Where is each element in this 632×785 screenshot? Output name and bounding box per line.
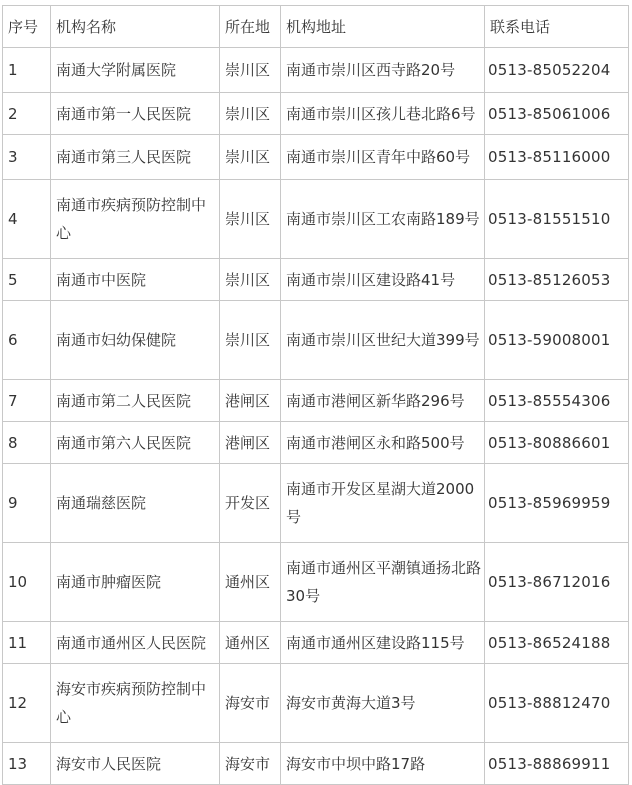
institution-table-body <box>3 6 629 785</box>
table-row <box>3 543 629 622</box>
cell-index: 2 <box>3 93 51 135</box>
cell-institution-name: 南通市第六人民医院 <box>51 422 220 464</box>
table-row <box>3 93 629 135</box>
cell-institution-name: 南通市妇幼保健院 <box>51 301 220 380</box>
cell-phone: 0513-80886601 <box>485 422 629 464</box>
table-row <box>3 622 629 664</box>
cell-phone: 0513-85126053 <box>485 259 629 301</box>
cell-institution-name: 南通市疾病预防控制中心 <box>51 180 220 259</box>
table-row <box>3 422 629 464</box>
cell-index: 7 <box>3 380 51 422</box>
table-row <box>3 464 629 543</box>
cell-phone: 0513-88812470 <box>485 664 629 743</box>
cell-phone: 0513-86712016 <box>485 543 629 622</box>
table-row <box>3 664 629 743</box>
cell-institution-name: 南通市第三人民医院 <box>51 135 220 180</box>
table-row <box>3 743 629 785</box>
cell-district: 港闸区 <box>220 380 281 422</box>
cell-institution-name: 南通市第二人民医院 <box>51 380 220 422</box>
cell-phone: 0513-88869911 <box>485 743 629 785</box>
table-row <box>3 180 629 259</box>
cell-institution-name: 南通瑞慈医院 <box>51 464 220 543</box>
institution-table <box>2 5 629 785</box>
cell-index: 9 <box>3 464 51 543</box>
cell-institution-name: 海安市人民医院 <box>51 743 220 785</box>
header-index: 序号 <box>3 6 51 48</box>
cell-district: 海安市 <box>220 743 281 785</box>
cell-address: 南通市崇川区建设路41号 <box>281 259 485 301</box>
cell-district: 港闸区 <box>220 422 281 464</box>
cell-district: 崇川区 <box>220 48 281 93</box>
table-row <box>3 380 629 422</box>
cell-address: 南通市港闸区永和路500号 <box>281 422 485 464</box>
table-header-row <box>3 6 629 48</box>
cell-address: 海安市中坝中路17路 <box>281 743 485 785</box>
cell-district: 开发区 <box>220 464 281 543</box>
cell-district: 崇川区 <box>220 301 281 380</box>
cell-institution-name: 南通市中医院 <box>51 259 220 301</box>
cell-index: 3 <box>3 135 51 180</box>
cell-district: 崇川区 <box>220 259 281 301</box>
cell-index: 5 <box>3 259 51 301</box>
cell-address: 南通市港闸区新华路296号 <box>281 380 485 422</box>
cell-district: 崇川区 <box>220 135 281 180</box>
cell-index: 10 <box>3 543 51 622</box>
cell-phone: 0513-86524188 <box>485 622 629 664</box>
table-row <box>3 301 629 380</box>
cell-phone: 0513-85969959 <box>485 464 629 543</box>
cell-phone: 0513-85052204 <box>485 48 629 93</box>
cell-district: 通州区 <box>220 543 281 622</box>
cell-index: 11 <box>3 622 51 664</box>
header-address: 机构地址 <box>281 6 485 48</box>
cell-institution-name: 海安市疾病预防控制中心 <box>51 664 220 743</box>
cell-district: 崇川区 <box>220 180 281 259</box>
cell-index: 8 <box>3 422 51 464</box>
cell-phone: 0513-85061006 <box>485 93 629 135</box>
header-district: 所在地 <box>220 6 281 48</box>
cell-address: 南通市通州区平潮镇通扬北路30号 <box>281 543 485 622</box>
cell-institution-name: 南通市肿瘤医院 <box>51 543 220 622</box>
header-phone: 联系电话 <box>485 6 629 48</box>
cell-address: 南通市崇川区工农南路189号 <box>281 180 485 259</box>
cell-address: 南通市崇川区青年中路60号 <box>281 135 485 180</box>
cell-index: 1 <box>3 48 51 93</box>
cell-district: 通州区 <box>220 622 281 664</box>
cell-phone: 0513-85116000 <box>485 135 629 180</box>
cell-address: 海安市黄海大道3号 <box>281 664 485 743</box>
cell-address: 南通市通州区建设路115号 <box>281 622 485 664</box>
table-row <box>3 48 629 93</box>
table-row <box>3 135 629 180</box>
cell-index: 12 <box>3 664 51 743</box>
cell-district: 海安市 <box>220 664 281 743</box>
cell-district: 崇川区 <box>220 93 281 135</box>
cell-address: 南通市开发区星湖大道2000号 <box>281 464 485 543</box>
table-row <box>3 259 629 301</box>
cell-institution-name: 南通大学附属医院 <box>51 48 220 93</box>
cell-address: 南通市崇川区孩儿巷北路6号 <box>281 93 485 135</box>
cell-phone: 0513-85554306 <box>485 380 629 422</box>
cell-address: 南通市崇川区西寺路20号 <box>281 48 485 93</box>
cell-index: 6 <box>3 301 51 380</box>
cell-index: 4 <box>3 180 51 259</box>
cell-institution-name: 南通市通州区人民医院 <box>51 622 220 664</box>
cell-address: 南通市崇川区世纪大道399号 <box>281 301 485 380</box>
header-institution-name: 机构名称 <box>51 6 220 48</box>
cell-phone: 0513-81551510 <box>485 180 629 259</box>
cell-index: 13 <box>3 743 51 785</box>
cell-institution-name: 南通市第一人民医院 <box>51 93 220 135</box>
cell-phone: 0513-59008001 <box>485 301 629 380</box>
